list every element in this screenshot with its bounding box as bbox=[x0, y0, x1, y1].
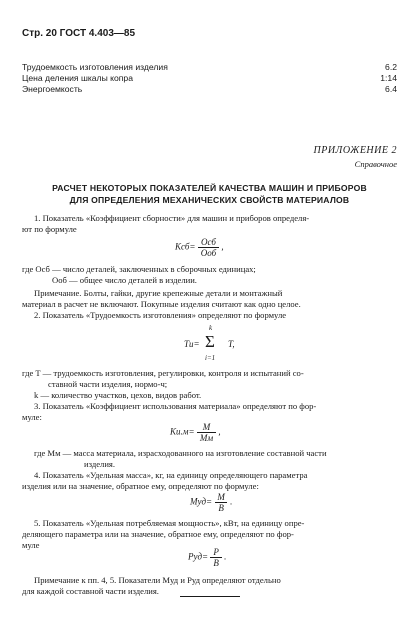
formula-5-tail: . bbox=[224, 551, 227, 562]
formula-2-rhs: T, bbox=[228, 339, 235, 349]
paragraph-3-line-2: муле: bbox=[22, 412, 42, 422]
summary-row bbox=[22, 84, 397, 96]
paragraph-2-line-1: 2. Показатель «Трудоемкость изготовления» определяют по формуле bbox=[34, 310, 287, 320]
formula-4-denominator: B bbox=[215, 502, 227, 513]
formula-3-denominator: Mм bbox=[197, 432, 216, 443]
paragraph-5-line-1: 5. Показатель «Удельная потребляемая мощность», кВт, на единицу опре- bbox=[34, 518, 305, 528]
formula-1-denominator: Oоб bbox=[198, 247, 219, 258]
note-1-line-2: материал в расчет не включают. Покупные изделия считают как одно целое. bbox=[22, 299, 301, 309]
summary-label: Энергоемкость bbox=[22, 84, 83, 94]
formula-2-sigma: Σ bbox=[205, 332, 215, 351]
formula-3-tail: , bbox=[218, 426, 221, 437]
summary-label: Цена деления шкалы копра bbox=[22, 73, 133, 83]
paragraph-3-where-1: где Mм — масса материала, израсходованного на изготовление составной части bbox=[34, 448, 327, 458]
formula-5-lhs: Pуд= bbox=[188, 551, 209, 562]
paragraph-4-line-1: 4. Показатель «Удельная масса», кг, на единицу определяющего параметра bbox=[34, 470, 308, 480]
summary-value: 1:14 bbox=[380, 73, 397, 83]
formula-1-tail: , bbox=[221, 241, 224, 252]
paragraph-1-where-1: где Oсб — число деталей, заключенных в сборочных единицах; bbox=[22, 264, 256, 274]
formula-1 bbox=[175, 237, 224, 258]
summary-label: Трудоемкость изготовления изделия bbox=[22, 62, 168, 72]
summary-value: 6.4 bbox=[385, 84, 397, 94]
paragraph-4-line-2: изделия или на значение, обратное ему, определяют по формуле: bbox=[22, 481, 259, 491]
annex-title: ПРИЛОЖЕНИЕ 2 bbox=[313, 145, 397, 156]
formula-2-lhs: Tи= bbox=[184, 339, 200, 349]
note-1-line-1: Примечание. Болты, гайки, другие крепежные детали и монтажный bbox=[34, 288, 283, 298]
paragraph-3-line-1: 3. Показатель «Коэффициент использования материала» определяют по фор- bbox=[34, 401, 317, 411]
note-2-line-2: для каждой составной части изделия. bbox=[22, 586, 159, 596]
paragraph-1-line-1: 1. Показатель «Коэффициент сборности» для машин и приборов определя- bbox=[34, 213, 310, 223]
formula-2-lower-limit: i=1 bbox=[205, 354, 216, 362]
paragraph-3-where-2: изделия. bbox=[84, 459, 116, 469]
paragraph-5-line-2: деляющего параметра или на значение, обратное ему, определяют по фор- bbox=[22, 529, 294, 539]
formula-2-upper-limit: k bbox=[209, 324, 213, 332]
paragraph-1-line-2: ют по формуле bbox=[22, 224, 77, 234]
formula-5 bbox=[188, 547, 226, 568]
paragraph-2-where-1: где T — трудоемкость изготовления, регулировки, контроля и испытаний со- bbox=[22, 368, 304, 378]
paragraph-5-line-3: муле bbox=[22, 540, 40, 550]
paragraph-2-where-3: k — количество участков, цехов, видов работ. bbox=[34, 390, 202, 400]
formula-1-fraction bbox=[198, 237, 219, 258]
formula-2 bbox=[184, 324, 254, 364]
formula-3 bbox=[170, 422, 221, 443]
main-title-line-2: ДЛЯ ОПРЕДЕЛЕНИЯ МЕХАНИЧЕСКИХ СВОЙСТВ МАТЕРИАЛОВ bbox=[69, 195, 350, 205]
annex-subtitle: Справочное bbox=[354, 159, 397, 169]
end-divider bbox=[180, 596, 240, 597]
formula-4-lhs: Mуд= bbox=[190, 496, 213, 507]
formula-1-numerator: Oсб bbox=[200, 237, 216, 247]
formula-4 bbox=[190, 492, 232, 513]
page-header: Стр. 20 ГОСТ 4.403—85 bbox=[22, 28, 136, 39]
formula-4-numerator: M bbox=[217, 492, 225, 502]
formula-5-fraction bbox=[210, 547, 222, 568]
formula-3-lhs: Kи.м= bbox=[170, 426, 195, 437]
paragraph-2-where-2: ставной части изделия, нормо-ч; bbox=[48, 379, 168, 389]
summary-value: 6.2 bbox=[385, 62, 397, 72]
formula-5-denominator: B bbox=[210, 557, 222, 568]
paragraph-1-where-2: Oоб — общее число деталей в изделии. bbox=[52, 275, 197, 285]
main-title-line-1: РАСЧЕТ НЕКОТОРЫХ ПОКАЗАТЕЛЕЙ КАЧЕСТВА МАШИН И ПРИБОРОВ bbox=[52, 183, 367, 193]
formula-5-numerator: P bbox=[213, 547, 219, 557]
formula-3-fraction bbox=[197, 422, 216, 443]
formula-1-lhs: Kсб= bbox=[175, 241, 196, 252]
formula-4-fraction bbox=[214, 492, 228, 513]
note-2-line-1: Примечание к пп. 4, 5. Показатели Mуд и Pуд определяют отдельно bbox=[34, 575, 281, 585]
formula-4-tail: . bbox=[230, 496, 233, 507]
formula-3-numerator: M bbox=[202, 422, 211, 432]
